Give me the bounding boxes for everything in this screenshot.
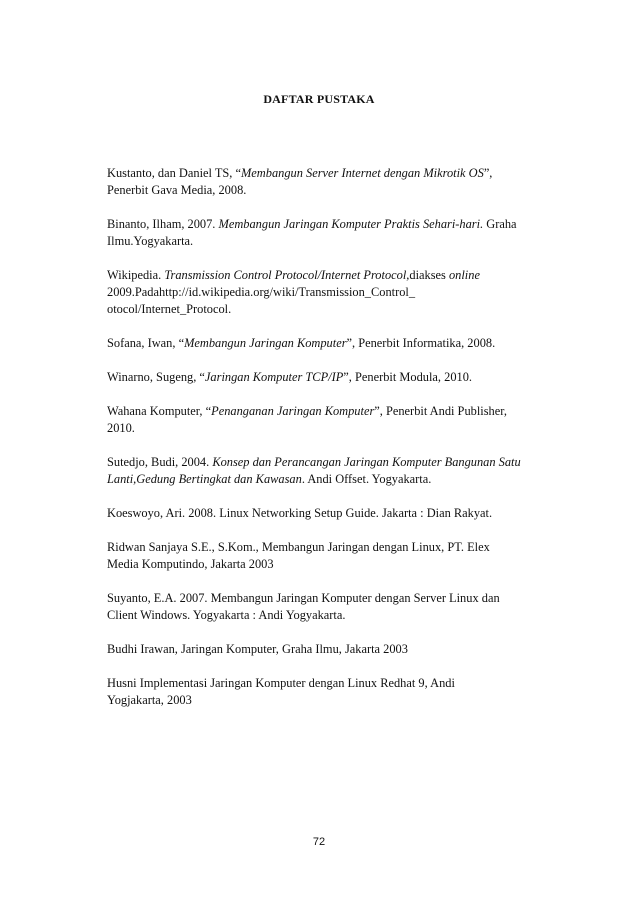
reference-text: Client Windows. Yogyakarta : Andi Yogyakarta. [107, 608, 346, 622]
reference-text: Wahana Komputer, “ [107, 404, 212, 418]
reference-line [107, 675, 539, 692]
reference-text: ”, Penerbit Informatika, 2008. [346, 336, 496, 350]
reference-italic-text: Konsep dan Perancangan Jaringan Komputer Bangunan Satu [212, 455, 521, 469]
reference-entry [107, 335, 539, 352]
reference-entry [107, 454, 539, 488]
reference-line [107, 335, 539, 352]
reference-entry [107, 641, 539, 658]
reference-line [107, 267, 539, 284]
reference-line [107, 216, 539, 233]
reference-line [107, 641, 539, 658]
reference-italic-text: Membangun Jaringan Komputer [184, 336, 347, 350]
reference-entry [107, 539, 539, 573]
reference-line [107, 505, 539, 522]
reference-entry [107, 369, 539, 386]
reference-entry [107, 505, 539, 522]
reference-text: Suyanto, E.A. 2007. Membangun Jaringan Komputer dengan Server Linux dan [107, 591, 500, 605]
reference-text: Koeswoyo, Ari. 2008. Linux Networking Setup Guide. Jakarta : Dian Rakyat. [107, 506, 493, 520]
page-title: DAFTAR PUSTAKA [263, 92, 375, 106]
reference-entry [107, 590, 539, 624]
reference-text: . Andi Offset. Yogyakarta. [301, 472, 432, 486]
reference-italic-text: Transmission Control Protocol/Internet Protocol, [164, 268, 410, 282]
reference-line [107, 403, 539, 420]
reference-text: Media Komputindo, Jakarta 2003 [107, 557, 274, 571]
reference-text: Winarno, Sugeng, “ [107, 370, 205, 384]
reference-line [107, 607, 539, 624]
reference-entry [107, 403, 539, 437]
reference-text: Ridwan Sanjaya S.E., S.Kom., Membangun Jaringan dengan Linux, PT. Elex [107, 540, 490, 554]
reference-text: Sofana, Iwan, “ [107, 336, 185, 350]
bibliography-list [107, 165, 539, 726]
reference-text: Ilmu.Yogyakarta. [107, 234, 194, 248]
reference-line [107, 369, 539, 386]
reference-line [107, 590, 539, 607]
reference-line [107, 182, 539, 199]
reference-line [107, 233, 539, 250]
reference-text: Yogjakarta, 2003 [107, 693, 192, 707]
reference-line [107, 284, 539, 301]
reference-text: 2009.Padahttp://id.wikipedia.org/wiki/Transmission_Control_ [107, 285, 416, 299]
reference-entry [107, 675, 539, 709]
reference-text: ”, Penerbit Andi Publisher, [374, 404, 507, 418]
reference-text: ”, Penerbit Modula, 2010. [343, 370, 473, 384]
reference-line [107, 301, 539, 318]
reference-line [107, 692, 539, 709]
reference-italic-text: Lanti,Gedung Bertingkat dan Kawasan [107, 472, 302, 486]
reference-line [107, 556, 539, 573]
reference-text: Husni Implementasi Jaringan Komputer dengan Linux Redhat 9, Andi [107, 676, 455, 690]
page-number: 72 [312, 836, 326, 848]
reference-line [107, 420, 539, 437]
reference-line [107, 471, 539, 488]
reference-text: Wikipedia. [107, 268, 165, 282]
reference-italic-text: Jaringan Komputer TCP/IP [204, 370, 344, 384]
reference-line [107, 454, 539, 471]
reference-italic-text: Membangun Server Internet dengan Mikrotik OS [240, 166, 484, 180]
reference-text: otocol/Internet_Protocol. [107, 302, 232, 316]
reference-text: diakses [409, 268, 449, 282]
reference-italic-text: Membangun Jaringan Komputer Praktis Sehari-hari. [218, 217, 484, 231]
reference-text: Binanto, Ilham, 2007. [107, 217, 219, 231]
reference-italic-text: online [448, 268, 480, 282]
reference-text: ”, [483, 166, 493, 180]
reference-text: Graha [483, 217, 517, 231]
reference-line [107, 539, 539, 556]
reference-text: Kustanto, dan Daniel TS, “ [107, 166, 241, 180]
reference-italic-text: Penanganan Jaringan Komputer [211, 404, 375, 418]
reference-line [107, 165, 539, 182]
reference-entry [107, 267, 539, 318]
reference-text: 2010. [107, 421, 135, 435]
reference-text: Budhi Irawan, Jaringan Komputer, Graha Ilmu, Jakarta 2003 [107, 642, 408, 656]
reference-text: Penerbit Gava Media, 2008. [107, 183, 247, 197]
reference-entry [107, 165, 539, 199]
reference-entry [107, 216, 539, 250]
reference-text: Sutedjo, Budi, 2004. [107, 455, 213, 469]
